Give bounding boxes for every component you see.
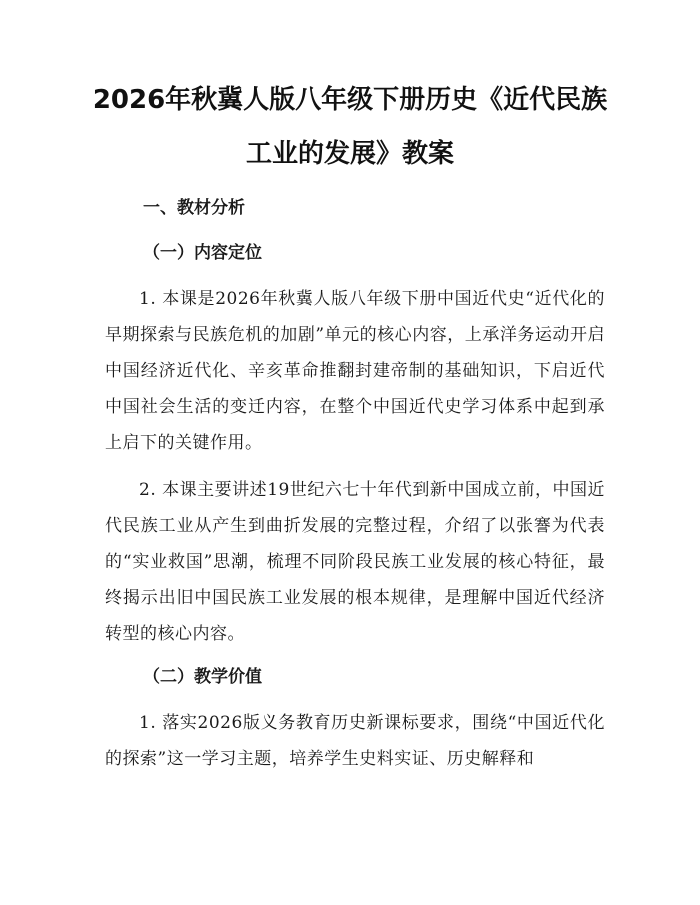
subsection-heading-teaching-value: （二）教学价值 — [143, 667, 262, 687]
document-title-line-1: 2026年秋冀人版八年级下册历史《近代民族 — [92, 85, 608, 115]
paragraph-teaching-value-1: 1. 落实2026版义务教育历史新课标要求，围绕“中国近代化的探索”这一学习主题，培养学生史料实证、历史解释和 — [105, 713, 605, 769]
document-title-line-2: 工业的发展》教案 — [245, 139, 454, 169]
paragraph-content-positioning-1: 1. 本课是2026年秋冀人版八年级下册中国近代史“近代化的早期探索与民族危机的加剧”单元的核心内容，上承洋务运动开启中国经济近代化、辛亥革命推翻封建帝制的基础知识，下启近代中国社会生活的变迁内容，在整个中国近代史学习体系中起到承上启下的关键作用。 — [105, 289, 605, 453]
subsection-heading-content-positioning: （一）内容定位 — [143, 243, 262, 263]
paragraph-content-positioning-2: 2. 本课主要讲述19世纪六七十年代到新中国成立前，中国近代民族工业从产生到曲折发展的完整过程，介绍了以张謇为代表的“实业救国”思潮，梳理不同阶段民族工业发展的核心特征，最终揭示出旧中国民族工业发展的根本规律，是理解中国近代经济转型的核心内容。 — [105, 480, 605, 644]
section-heading-textbook-analysis: 一、教材分析 — [143, 198, 245, 218]
